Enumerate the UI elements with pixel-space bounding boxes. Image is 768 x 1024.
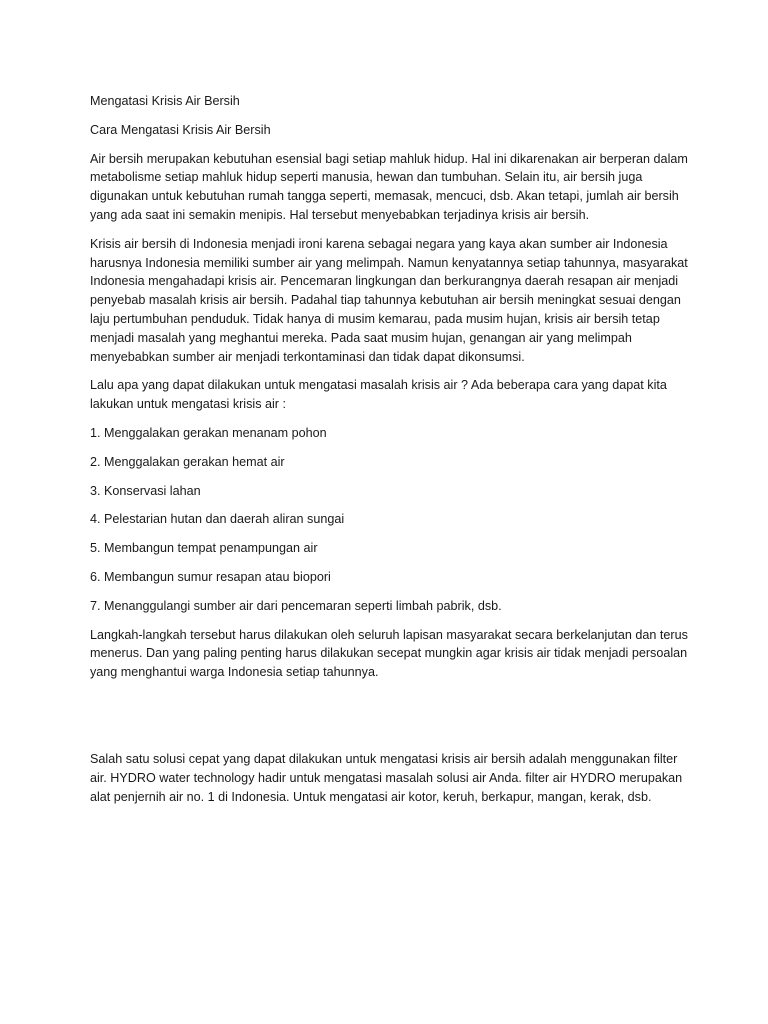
paragraph-closing: Langkah-langkah tersebut harus dilakukan oleh seluruh lapisan masyarakat secara berkelanjutan dan terus menerus. Dan yang paling penting harus dilakukan secepat mungkin agar krisis air tidak menjadi persoalan yang menghantui warga Indonesia setiap tahunnya.: [90, 627, 688, 680]
list-item: 5. Membangun tempat penampungan air: [90, 541, 318, 556]
paragraph-question: Lalu apa yang dapat dilakukan untuk mengatasi masalah krisis air ? Ada beberapa cara yang dapat kita lakukan untuk mengatasi krisis air :: [90, 378, 667, 412]
list-item: 1. Menggalakan gerakan menanam pohon: [90, 425, 327, 440]
document-page: [90, 92, 690, 816]
list-item: 7. Menanggulangi sumber air dari pencemaran seperti limbah pabrik, dsb.: [90, 598, 502, 613]
document-title: Mengatasi Krisis Air Bersih: [90, 94, 240, 108]
paragraph-intro: Air bersih merupakan kebutuhan esensial bagi setiap mahluk hidup. Hal ini dikarenakan air berperan dalam metabolisme setiap mahluk hidup seperti manusia, hewan dan tumbuhan. Selain itu, air bersih juga digunakan untuk kebutuhan rumah tangga seperti, memasak, mencuci, dsb. Akan tetapi, jumlah air bersih yang ada saat ini semakin menipis. Hal tersebut menyebabkan terjadinya krisis air bersih.: [90, 151, 688, 222]
blank-space: [90, 692, 690, 750]
document-subtitle: Cara Mengatasi Krisis Air Bersih: [90, 122, 271, 137]
list-item: 4. Pelestarian hutan dan daerah aliran sungai: [90, 512, 345, 527]
list-item: 6. Membangun sumur resapan atau biopori: [90, 569, 331, 584]
list-item: 3. Konservasi lahan: [90, 483, 201, 498]
paragraph-solution: Salah satu solusi cepat yang dapat dilakukan untuk mengatasi krisis air bersih adalah menggunakan filter air. HYDRO water technology hadir untuk mengatasi masalah solusi air Anda. filter air HYDRO merupakan alat penjernih air no. 1 di Indonesia. Untuk mengatasi air kotor, keruh, berkapur, mangan, kerak, dsb.: [90, 751, 683, 804]
list-item: 2. Menggalakan gerakan hemat air: [90, 454, 285, 469]
paragraph-crisis: Krisis air bersih di Indonesia menjadi ironi karena sebagai negara yang kaya akan sumber air Indonesia harusnya Indonesia memiliki sumber air yang melimpah. Namun kenyatannya setiap tahunnya, masyarakat Indonesia mengahadapi krisis air. Pencemaran lingkungan dan berkurangnya daerah resapan air menjadi penyebab masalah krisis air bersih. Padahal tiap tahunnya kebutuhan air bersih meningkat sesuai dengan laju pertumbuhan penduduk. Tidak hanya di musim kemarau, pada musim hujan, krisis air bersih tetap menjadi masalah yang meghantui mereka. Pada saat musim hujan, genangan air yang melimpah menyebabkan sumber air menjadi terkontaminasi dan tidak dapat dikonsumsi.: [90, 236, 688, 364]
